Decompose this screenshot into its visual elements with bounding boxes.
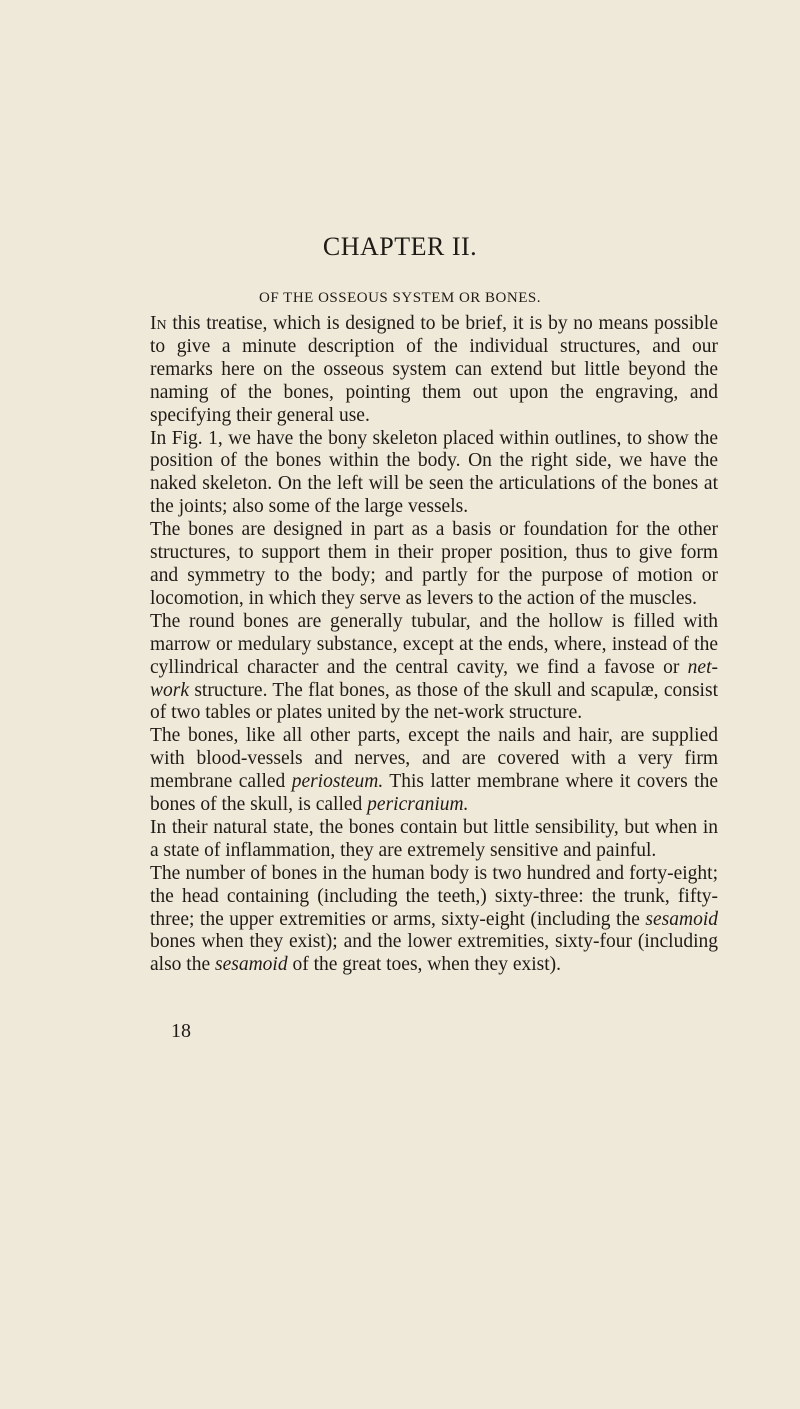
paragraph-7-text-b: bones when they exist); and the lower extremities, sixty-four (including also the [150, 931, 718, 976]
paragraph-4-text-b: structure. The flat bones, as those of the skull and scapulæ, consist of two tables or plates united by the net-work structure. [150, 679, 718, 724]
paragraph-7-text-a: The number of bones in the human body is two hundred and forty-eight; the head containing (including the teeth,) sixty-three: the trunk, fifty-three; the upper extremities or arms, sixty-eight (including the [150, 862, 718, 930]
paragraph-7-emphasis-2: sesamoid [214, 954, 288, 976]
paragraph-1 [150, 313, 718, 428]
page-number: 18 [171, 1020, 191, 1042]
paragraph-7 [150, 863, 718, 978]
paragraph-7-emphasis-1: sesamoid [645, 908, 718, 930]
paragraph-4-text-a: The round bones are generally tubular, and the hollow is filled with marrow or medulary substance, except at the ends, where, instead of the cyllindrical character and the central cavity, we find a favose or [150, 610, 718, 678]
paragraph-5-emphasis-2: pericranium. [367, 794, 469, 816]
paragraph-6: In their natural state, the bones contain but little sensibility, but when in a state of inflammation, they are extremely sensitive and painful. [150, 816, 718, 861]
paragraph-5-text-a: The bones, like all other parts, except the nails and hair, are supplied with blood-vessels and nerves, and are covered with a very firm membrane called [150, 725, 718, 793]
paragraph-5 [150, 725, 718, 817]
chapter-title: CHAPTER II. [322, 232, 478, 261]
paragraph-1-text: this treatise, which is designed to be brief, it is by no means possible to give a minute description of the individual structures, and our remarks here on the osseous system can extend but little beyond the naming of the bones, pointing them out upon the engraving, and specifying their general use. [150, 313, 718, 426]
paragraph-7-text-c: of the great toes, when they exist). [287, 954, 562, 976]
paragraph-5-text-b: This latter membrane where it covers the bones of the skull, is called [150, 771, 718, 816]
paragraph-4-emphasis: net-work [150, 656, 718, 701]
section-title: OF THE OSSEOUS SYSTEM OR BONES. [259, 290, 541, 306]
paragraph-5-emphasis-1: periosteum. [291, 771, 384, 793]
paragraph-2: In Fig. 1, we have the bony skeleton placed within outlines, to show the position of the bones within the body. On the right side, we have the naked skeleton. On the left will be seen the articulations of the bones at the joints; also some of the large vessels. [150, 427, 718, 518]
body-text [150, 313, 718, 977]
paragraph-3: The bones are designed in part as a basis or foundation for the other structures, to support them in their proper position, thus to give form and symmetry to the body; and partly for the purpose of motion or locomotion, in which they serve as levers to the action of the muscles. [150, 519, 718, 609]
paragraph-1-lead: In [150, 313, 167, 334]
paragraph-4 [150, 611, 718, 726]
